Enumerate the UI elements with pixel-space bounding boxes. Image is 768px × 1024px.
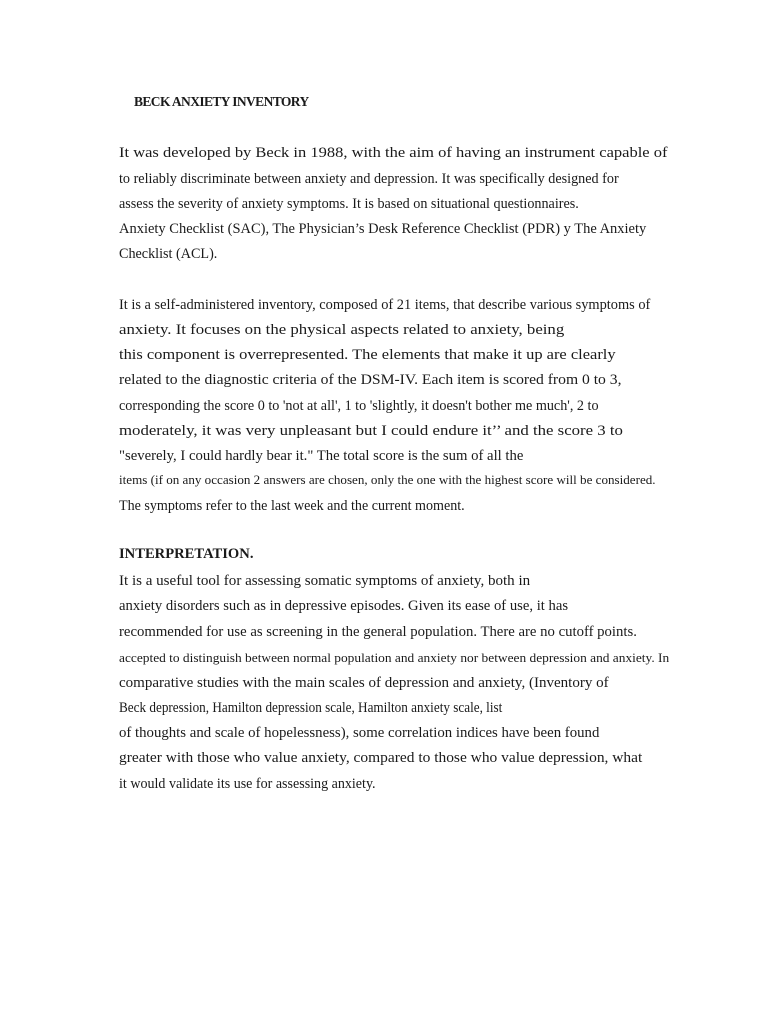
paragraph-2-line-4: related to the diagnostic criteria of the DSM-IV. Each item is scored from 0 to 3, <box>119 372 622 388</box>
paragraph-3-line-3: recommended for use as screening in the general population. There are no cutoff points. <box>119 624 637 640</box>
paragraph-3-line-2: anxiety disorders such as in depressive episodes. Given its ease of use, it has <box>119 598 569 614</box>
paragraph-2-line-5: corresponding the score 0 to 'not at all', 1 to 'slightly, it doesn't bother me much', 2 to <box>119 398 599 414</box>
paragraph-2-line-6: moderately, it was very unpleasant but I could endure it’’ and the score 3 to <box>119 423 623 439</box>
paragraph-3-line-6: Beck depression, Hamilton depression scale, Hamilton anxiety scale, list <box>119 700 503 716</box>
paragraph-2-line-1: It is a self-administered inventory, composed of 21 items, that describe various symptoms of <box>119 297 651 313</box>
paragraph-1-line-2: to reliably discriminate between anxiety and depression. It was specifically designed for <box>119 171 619 187</box>
paragraph-1-line-5: Checklist (ACL). <box>119 246 218 262</box>
interpretation-heading: INTERPRETATION. <box>119 546 254 562</box>
paragraph-3-line-7: of thoughts and scale of hopelessness), some correlation indices have been found <box>119 725 600 741</box>
paragraph-3-line-8: greater with those who value anxiety, compared to those who value depression, what <box>119 750 643 766</box>
paragraph-2-line-9: The symptoms refer to the last week and the current moment. <box>119 498 465 514</box>
paragraph-1-line-3: assess the severity of anxiety symptoms. It is based on situational questionnaires. <box>119 196 579 212</box>
paragraph-3-line-1: It is a useful tool for assessing somatic symptoms of anxiety, both in <box>119 573 531 589</box>
paragraph-1-line-1: It was developed by Beck in 1988, with the aim of having an instrument capable of <box>119 145 668 161</box>
paragraph-2-line-7: "severely, I could hardly bear it." The total score is the sum of all the <box>119 448 524 464</box>
paragraph-3-line-4: accepted to distinguish between normal population and anxiety nor between depression and anxiety. In <box>119 650 670 665</box>
paragraph-3-line-5: comparative studies with the main scales of depression and anxiety, (Inventory of <box>119 675 609 691</box>
document-title: BECK ANXIETY INVENTORY <box>134 94 309 109</box>
paragraph-1-line-4: Anxiety Checklist (SAC), The Physician’s Desk Reference Checklist (PDR) y The Anxiety <box>119 221 647 237</box>
paragraph-2-line-3: this component is overrepresented. The elements that make it up are clearly <box>119 347 616 363</box>
paragraph-2-line-8: items (if on any occasion 2 answers are chosen, only the one with the highest score will be considered. <box>119 472 656 487</box>
paragraph-3-line-9: it would validate its use for assessing anxiety. <box>119 776 376 792</box>
paragraph-2-line-2: anxiety. It focuses on the physical aspects related to anxiety, being <box>119 322 565 338</box>
